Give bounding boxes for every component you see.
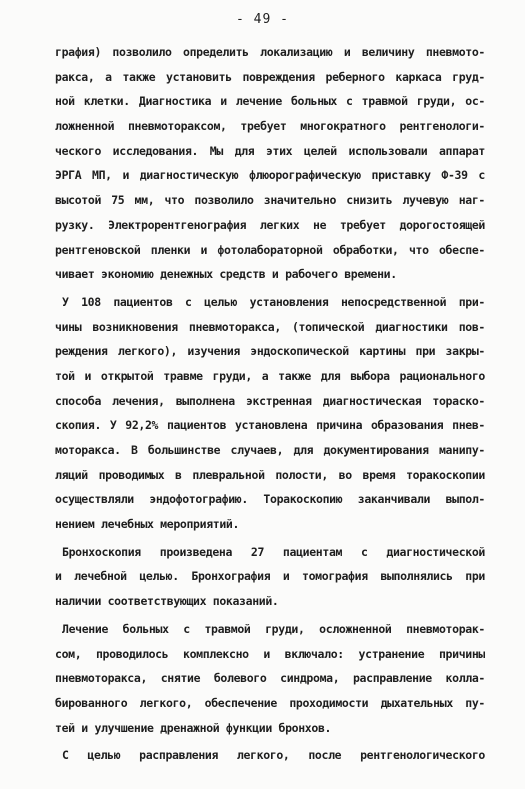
text-line: тей и улучшение дренажной функции бронхов. [55,720,332,735]
text-line: сом, проводилось комплексно и включало: устранение причины [55,646,485,661]
text-line: способа лечения, выполнена экстренная диагностическая тораско- [55,393,485,408]
text-line: ЭРГА МП, и диагностическую флюорографическую приставку Ф-39 с [55,168,485,183]
text-line: С целью расправления легкого, после рентгенологического [62,748,485,763]
text-line: моторакса. В большинстве случаев, для документирования манипу- [55,443,485,457]
paragraph [55,40,485,287]
text-line: той и открытой травме груди, а также для выбора рационального [55,368,485,383]
paragraph [55,290,485,537]
text-line: реждения легкого), изучения эндоскопической картины при закры- [55,344,485,359]
text-line: чины возникновения пневмоторакса, (топической диагностики пов- [55,319,485,334]
text-line: ческого исследования. Мы для этих целей использовали аппарат [55,143,485,158]
body-text [55,40,485,768]
text-line: рузку. Электрорентгенография легких не требует дорогостоящей [55,217,485,232]
text-line: скопия. У 92,2% пациентов установлена причина образования пнев- [55,418,485,433]
text-line: ложненной пневмотораксом, требует многократного рентгенологи- [55,119,485,134]
text-line: ракса, а также установить повреждения реберного каркаса груд- [55,69,485,84]
text-line: У 108 пациентов с целью установления непосредственной при- [62,294,485,309]
text-line: бированного легкого, обеспечение проходимости дыхательных пу- [55,695,485,710]
text-line: Лечение больных с травмой груди, осложненной пневмоторак- [62,621,485,636]
text-line: наличии соответствующих показаний. [55,594,279,609]
text-line: рентгеновской пленки и фотолабораторной обработки, что обеспе- [55,242,485,257]
text-line: осуществляли эндофотографию. Торакоскопию заканчивали выпол- [55,492,485,507]
text-line: ляций проводимых в плевральной полости, во время торакоскопии [55,467,485,482]
text-line: и лечебной целью. Бронхография и томография выполнялись при [55,569,485,584]
page-number: - 49 - [236,12,289,27]
text-line: нением лечебных мероприятий. [55,517,240,532]
text-line: пневмоторакса, снятие болевого синдрома, расправление колла- [55,671,485,686]
text-line: графия) позволило определить локализацию и величину пневмото- [55,45,485,59]
text-line: высотой 75 мм, что позволило значительно снизить лучевую наг- [55,193,485,208]
text-line: ной клетки. Диагностика и лечение больных с травмой груди, ос- [55,94,485,109]
paragraph [55,540,485,614]
text-line: Бронхоскопия произведена 27 пациентам с диагностической [62,544,485,559]
text-line: чивает экономию денежных средств и рабочего времени. [55,267,397,282]
paragraph [55,743,485,768]
paragraph [55,617,485,740]
